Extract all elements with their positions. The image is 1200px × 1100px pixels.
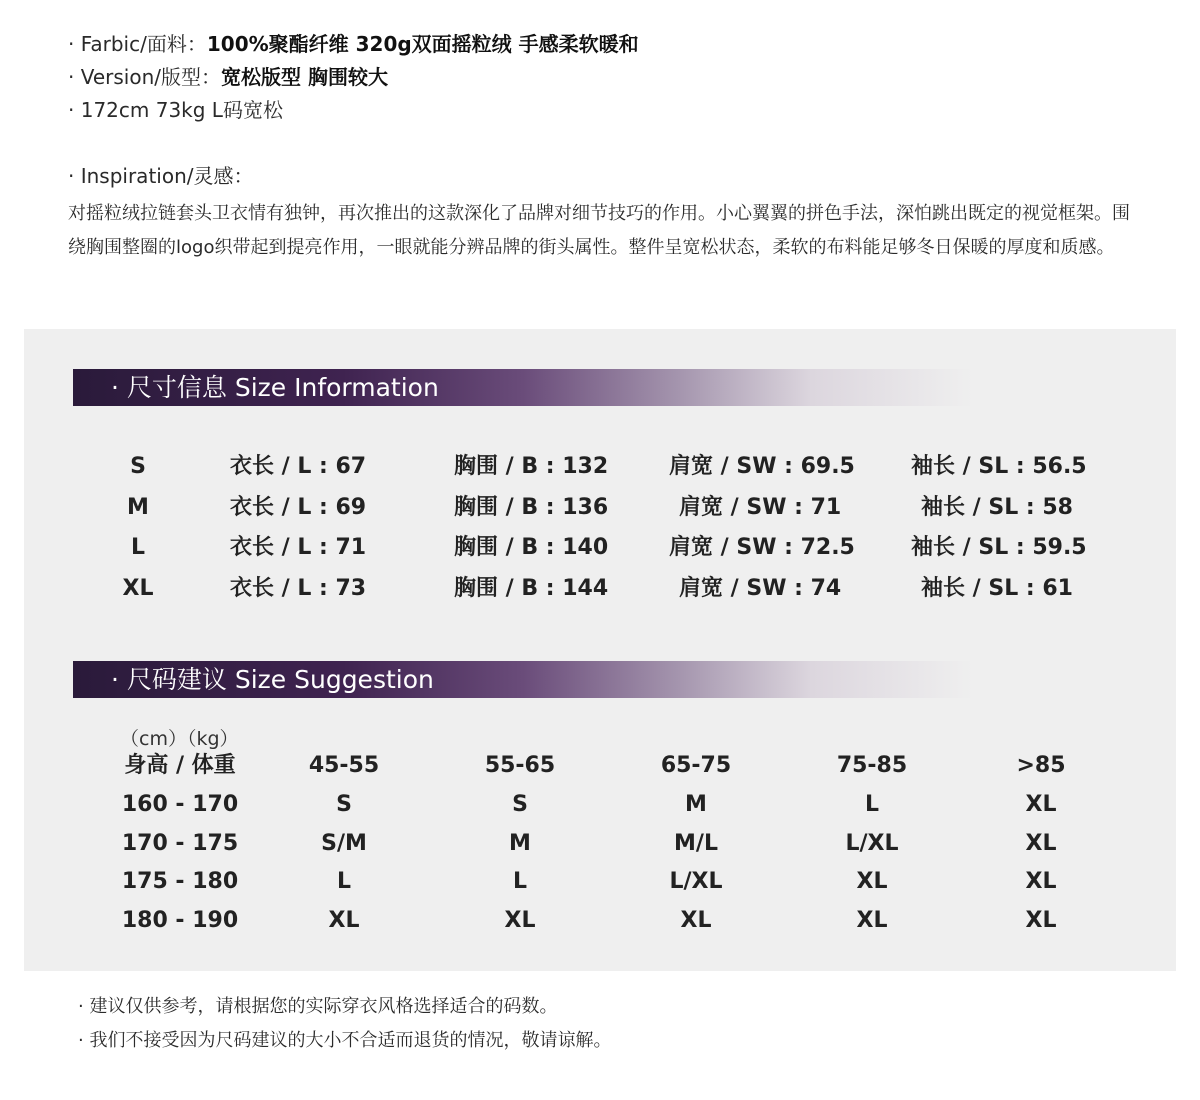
- inspiration-text: 对摇粒绒拉链套头卫衣情有独钟，再次推出的这款深化了品牌对细节技巧的作用。小心翼翼的拼色手法，深怕跳出既定的视觉框架。围绕胸围整圈的logo织带起到提亮作用，一眼就能分辨品牌的街头属性。整件呈宽松状态，柔软的布料能足够冬日保暖的厚度和质感。: [68, 203, 1130, 258]
- suggested-size: XL: [856, 869, 888, 895]
- suggestion-row: [24, 863, 1176, 902]
- size-label: L: [130, 535, 146, 561]
- sleeve-value: 袖长 / SL : 56.5: [911, 454, 1087, 479]
- suggested-size: XL: [680, 908, 712, 934]
- size-info-row: [24, 569, 1176, 610]
- product-info: [68, 28, 1138, 265]
- height-range: 175 - 180: [121, 869, 239, 895]
- column-header: 65-75: [660, 753, 732, 778]
- version-value: 宽松版型 胸围较大: [221, 65, 388, 89]
- height-range: 170 - 175: [121, 830, 239, 856]
- suggested-size: XL: [856, 908, 888, 934]
- suggested-size: M: [685, 791, 707, 817]
- chest-value: 胸围 / B : 144: [454, 576, 609, 602]
- suggested-size: XL: [1025, 869, 1057, 895]
- suggested-size: S/M: [321, 830, 367, 856]
- size-suggestion-title: · 尺码建议 Size Suggestion: [111, 665, 434, 694]
- suggestion-row: [24, 902, 1176, 941]
- size-suggestion-table: [24, 747, 1176, 941]
- length-value: 衣长 / L : 67: [230, 454, 367, 479]
- suggested-size: XL: [1025, 791, 1057, 817]
- suggestion-row: [24, 786, 1176, 825]
- suggested-size: L: [512, 869, 528, 895]
- height-range: 160 - 170: [121, 791, 239, 817]
- column-header: 75-85: [836, 753, 908, 778]
- suggested-size: XL: [504, 908, 536, 934]
- size-panel: [24, 329, 1176, 971]
- inspiration-label: · Inspiration/灵感：: [68, 164, 254, 188]
- fabric-line: [68, 28, 1138, 61]
- chest-value: 胸围 / B : 132: [454, 454, 609, 479]
- fabric-value: 100%聚酯纤维 320g双面摇粒绒 手感柔软暖和: [206, 32, 639, 56]
- shoulder-value: 肩宽 / SW : 72.5: [669, 535, 855, 561]
- size-info-table: [24, 447, 1176, 610]
- suggested-size: XL: [328, 908, 360, 934]
- suggestion-row: [24, 825, 1176, 864]
- note-reference-only: · 建议仅供参考，请根据您的实际穿衣风格选择适合的码数。: [78, 996, 558, 1017]
- size-label: XL: [122, 576, 154, 602]
- suggested-size: M/L: [674, 830, 718, 856]
- suggested-size: XL: [1025, 830, 1057, 856]
- shoulder-value: 肩宽 / SW : 71: [679, 494, 842, 520]
- size-info-row: [24, 488, 1176, 529]
- model-line: · 172cm 73kg L码宽松: [68, 98, 283, 122]
- suggested-size: L: [864, 791, 880, 817]
- length-value: 衣长 / L : 71: [230, 535, 367, 561]
- size-info-row: [24, 447, 1176, 488]
- length-value: 衣长 / L : 69: [230, 494, 367, 520]
- length-value: 衣长 / L : 73: [230, 576, 367, 602]
- suggested-size: S: [336, 791, 352, 817]
- size-info-title: · 尺寸信息 Size Information: [111, 373, 439, 402]
- suggested-size: S: [512, 791, 528, 817]
- suggested-size: M: [509, 830, 531, 856]
- chest-value: 胸围 / B : 140: [454, 535, 609, 561]
- suggested-size: L: [336, 869, 352, 895]
- sleeve-value: 袖长 / SL : 61: [921, 576, 1073, 602]
- size-label: S: [130, 454, 146, 479]
- chest-value: 胸围 / B : 136: [454, 494, 609, 520]
- size-info-row: [24, 528, 1176, 569]
- version-line: [68, 61, 1138, 94]
- sleeve-value: 袖长 / SL : 59.5: [911, 535, 1087, 561]
- fabric-label: · Farbic/面料：: [68, 32, 207, 56]
- column-header: 身高 / 体重: [124, 753, 236, 778]
- column-header: >85: [1016, 753, 1066, 778]
- column-header: 45-55: [308, 753, 380, 778]
- height-range: 180 - 190: [121, 908, 239, 934]
- suggested-size: L/XL: [845, 830, 899, 856]
- suggestion-header-row: [24, 747, 1176, 786]
- sleeve-value: 袖长 / SL : 58: [921, 494, 1073, 520]
- size-suggestion-header-bar: [73, 661, 973, 698]
- column-header: 55-65: [484, 753, 556, 778]
- size-notes: [78, 990, 611, 1058]
- shoulder-value: 肩宽 / SW : 69.5: [669, 454, 855, 479]
- suggested-size: XL: [1025, 908, 1057, 934]
- shoulder-value: 肩宽 / SW : 74: [679, 576, 842, 602]
- size-info-header-bar: [73, 369, 973, 406]
- units-label: （cm）（kg）: [120, 728, 239, 750]
- version-label: · Version/版型：: [68, 65, 221, 89]
- size-label: M: [127, 494, 149, 520]
- suggested-size: L/XL: [669, 869, 723, 895]
- note-no-returns: · 我们不接受因为尺码建议的大小不合适而退货的情况，敬请谅解。: [78, 1030, 612, 1051]
